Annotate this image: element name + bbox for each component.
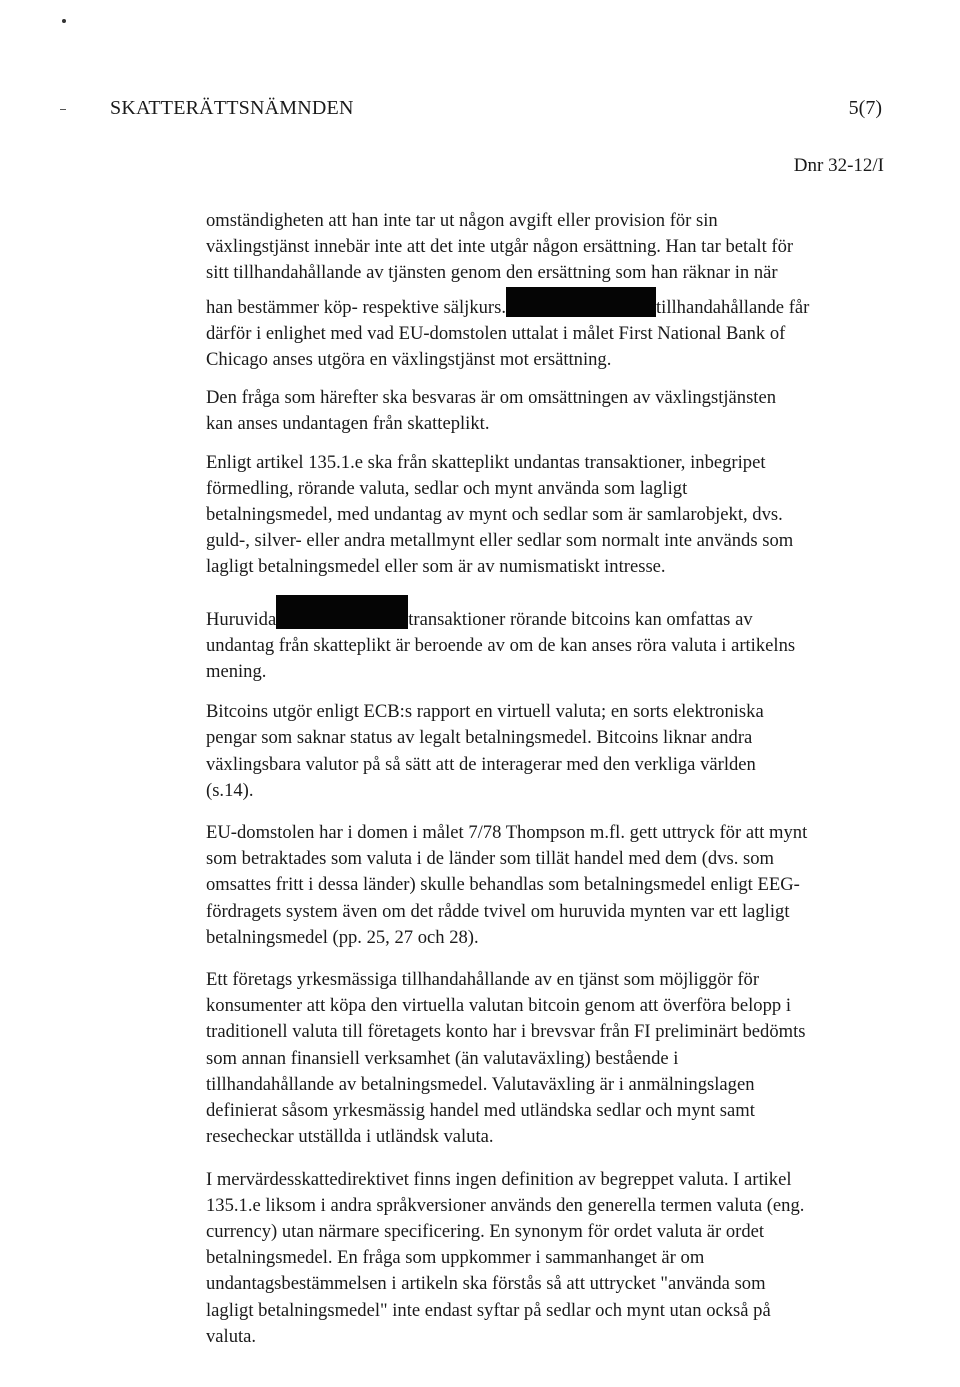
text-fragment: han bestämmer köp- respektive säljkurs. <box>206 296 506 318</box>
text-line: kan anses undantagen från skatteplikt. <box>206 413 490 435</box>
text-line: Ett företags yrkesmässiga tillhandahållande av en tjänst som möjliggör för <box>206 969 760 991</box>
text-line: sitt tillhandahållande av tjänsten genom den ersättning som han räknar in när <box>206 262 778 284</box>
text-line: EU-domstolen har i domen i målet 7/78 Thompson m.fl. gett uttryck för att mynt <box>206 822 808 844</box>
paragraph-4 <box>206 595 886 686</box>
text-line: tillhandahållande av betalningsmedel. Valutaväxling är i anmälningslagen <box>206 1073 755 1095</box>
scan-mark <box>60 109 66 110</box>
text-line: omständigheten att han inte tar ut någon avgift eller provision för sin <box>206 210 718 231</box>
text-line: Den fråga som härefter ska besvaras är om omsättningen av växlingstjänsten <box>206 387 777 409</box>
text-line: traditionell valuta till företagets konto har i brevsvar från FI preliminärt bedömts <box>206 1021 806 1043</box>
text-line: mening. <box>206 661 267 683</box>
case-number: Dnr 32-12/I <box>793 155 884 176</box>
text-line: Bitcoins utgör enligt ECB:s rapport en virtuell valuta; en sorts elektroniska <box>206 701 764 723</box>
text-line: konsumenter att köpa den virtuella valutan bitcoin genom att överföra belopp i <box>206 995 792 1017</box>
text-line: I mervärdesskattedirektivet finns ingen definition av begreppet valuta. I artikel <box>206 1168 792 1190</box>
text-line: pengar som saknar status av legalt betalningsmedel. Bitcoins liknar andra <box>206 727 753 749</box>
agency-name: SKATTERÄTTSNÄMNDEN <box>110 97 354 119</box>
text-line: betalningsmedel (pp. 25, 27 och 28). <box>206 926 479 948</box>
text-line: växlingsbara valutor på så sätt att de interagerar med den verkliga världen <box>206 753 756 775</box>
text-line: betalningsmedel, med undantag av mynt och sedlar som är samlarobjekt, dvs. <box>206 504 783 526</box>
page-number: 5(7) <box>848 97 882 119</box>
text-line: lagligt betalningsmedel eller som är av numismatiskt intresse. <box>206 556 666 578</box>
text-line: 135.1.e liksom i andra språkversioner används den generella termen valuta (eng. <box>206 1194 805 1216</box>
redaction-block <box>506 287 656 317</box>
text-line: resecheckar utställda i utländsk valuta. <box>206 1126 494 1148</box>
redaction-block <box>276 595 408 629</box>
text-line: som betraktades som valuta i de länder som tillät handel med dem (dvs. som <box>206 848 775 870</box>
paragraph-1 <box>206 208 886 373</box>
paragraph-7 <box>206 967 886 1150</box>
document-body <box>206 208 886 1350</box>
text-fragment: transaktioner rörande bitcoins kan omfattas av <box>408 608 753 630</box>
text-line: undantag från skatteplikt är beroende av om de kan anses röra valuta i artikelns <box>206 634 796 656</box>
text-fragment: Huruvida <box>206 608 277 630</box>
paragraph-8 <box>206 1167 886 1350</box>
text-line <box>206 287 886 321</box>
scan-speck <box>62 19 66 23</box>
text-line: därför i enlighet med vad EU-domstolen uttalat i målet First National Bank of <box>206 322 786 344</box>
text-line: guld-, silver- eller andra metallmynt eller sedlar som normalt inte används som <box>206 530 794 552</box>
text-fragment: tillhandahållande får <box>656 296 810 318</box>
text-line: Chicago anses utgöra en växlingstjänst mot ersättning. <box>206 349 612 371</box>
text-line: växlingstjänst innebär inte att det inte utgår någon ersättning. Han tar betalt för <box>206 236 794 258</box>
text-line: (s.14). <box>206 779 254 801</box>
paragraph-3 <box>206 450 886 581</box>
text-line: definierat såsom yrkesmässig handel med utländska sedlar och mynt samt <box>206 1100 755 1122</box>
paragraph-6 <box>206 820 886 951</box>
paragraph-5 <box>206 699 886 804</box>
text-line <box>206 595 886 633</box>
text-line: förmedling, rörande valuta, sedlar och mynt använda som lagligt <box>206 477 688 499</box>
text-line: undantagsbestämmelsen i artikeln ska förstås så att uttrycket "använda som <box>206 1273 766 1295</box>
text-line: valuta. <box>206 1325 257 1347</box>
text-line: omsattes fritt i dessa länder) skulle behandlas som betalningsmedel enligt EEG- <box>206 874 800 896</box>
text-line: som annan finansiell verksamhet (än valutaväxling) bestående i <box>206 1047 679 1069</box>
text-line: Enligt artikel 135.1.e ska från skatteplikt undantas transaktioner, inbegripet <box>206 451 766 473</box>
text-line: fördragets system även om det rådde tvivel om huruvida mynten var ett lagligt <box>206 900 790 922</box>
text-line: betalningsmedel. En fråga som uppkommer i sammanhanget är om <box>206 1247 705 1269</box>
paragraph-2 <box>206 385 886 437</box>
text-line: lagligt betalningsmedel" inte endast syftar på sedlar och mynt utan också på <box>206 1299 771 1321</box>
text-line: currency) utan närmare specificering. En synonym för ordet valuta är ordet <box>206 1220 765 1242</box>
